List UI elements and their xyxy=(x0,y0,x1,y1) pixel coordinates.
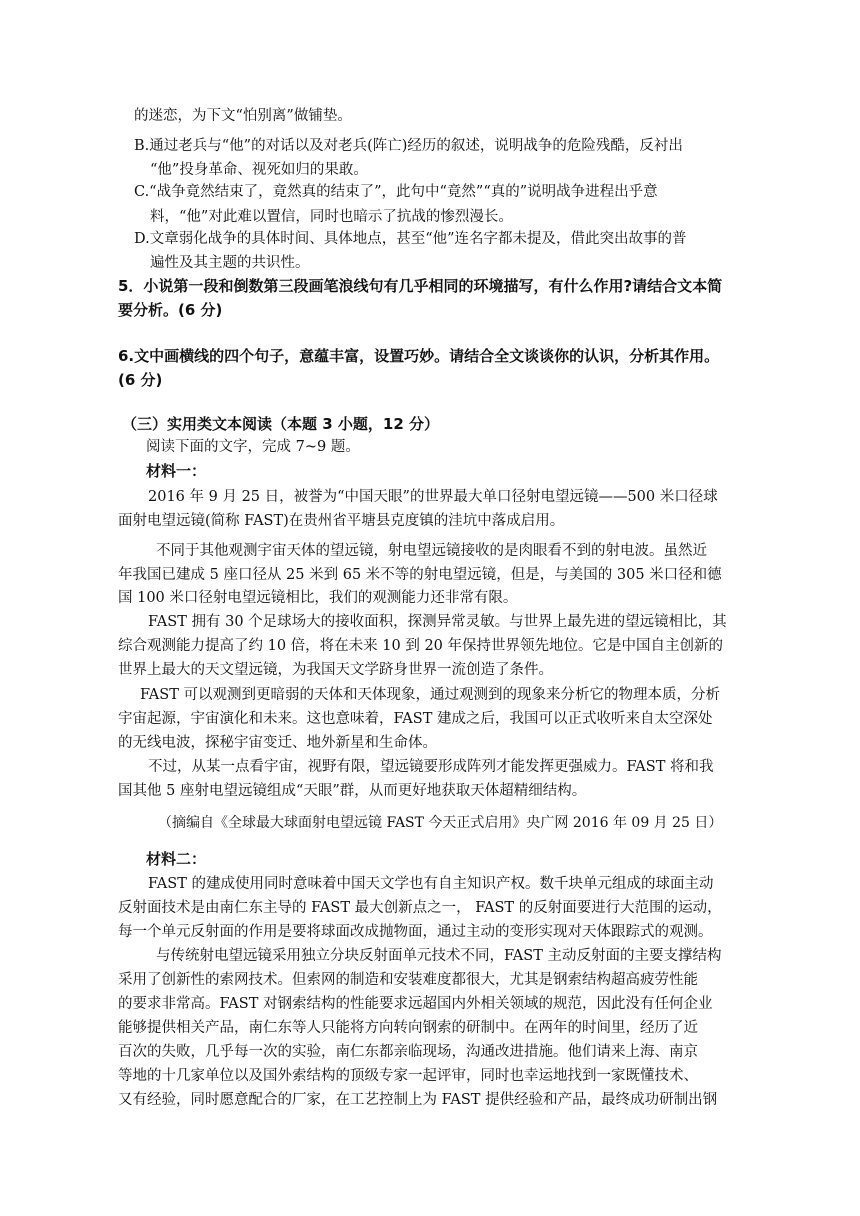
question-6-line-1: 6.文中画横线的四个句子，意蕴丰富，设置巧妙。请结合全文谈谈你的认识，分析其作用。 xyxy=(118,347,720,365)
option-a-continuation: 的迷恋，为下文“怕别离”做铺垫。 xyxy=(134,108,352,124)
material-1-line-10: 宇宙起源，宇宙演化和未来。这也意味着，FAST 建成之后，我国可以正式收听来自太空深处 xyxy=(118,711,713,727)
material-1-line-13: 国其他 5 座射电望远镜组成“天眼”群，从而更好地获取天体超精细结构。 xyxy=(118,783,587,799)
option-c-line-2: 料，“他”对此难以置信，同时也暗示了抗战的惨烈漫长。 xyxy=(150,209,513,225)
material-1-line-1: 2016 年 9 月 25 日，被誉为“中国天眼”的世界最大单口径射电望远镜——500 米口径球 xyxy=(148,489,718,505)
material-2-line-7: 能够提供相关产品，南仁东等人只能将方向转向钢索的研制中。在两年的时间里，经历了近 xyxy=(118,1020,698,1036)
material-2-line-3: 每一个单元反射面的作用是要将球面改成抛物面，通过主动的变形实现对天体跟踪式的观测。 xyxy=(118,924,713,940)
question-6-line-2: (6 分) xyxy=(118,371,163,389)
material-2-line-5: 采用了创新性的索网技术。但索网的制造和安装难度都很大，尤其是钢索结构超高疲劳性能 xyxy=(118,972,698,988)
material-1-line-4: 年我国已建成 5 座口径从 25 米到 65 米不等的射电望远镜，但是，与美国的 305 米口径和德 xyxy=(118,567,722,583)
material-1-line-12: 不过，从某一点看宇宙，视野有限，望远镜要形成阵列才能发挥更强威力。FAST 将和我 xyxy=(148,759,714,775)
option-c-line-1: C.“战争竟然结束了，竟然真的结束了”，此句中“竟然”“真的”说明战争进程出乎意 xyxy=(134,184,658,200)
material-1-line-6: FAST 拥有 30 个足球场大的接收面积，探测异常灵敏。与世界上最先进的望远镜相比，其 xyxy=(148,614,727,630)
material-2-line-10: 又有经验，同时愿意配合的厂家，在工艺控制上为 FAST 提供经验和产品，最终成功研制出钢 xyxy=(118,1092,718,1108)
material-1-label: 材料一： xyxy=(146,462,207,480)
material-1-source: （摘编自《全球最大球面射电望远镜 FAST 今天正式启用》央广网 2016 年 09 月 25 日） xyxy=(158,815,723,831)
material-2-line-1: FAST 的建成使用同时意味着中国天文学也有自主知识产权。数千块单元组成的球面主动 xyxy=(148,876,714,892)
material-2-line-8: 百次的失败，几乎每一次的实验，南仁东都亲临现场，沟通改进措施。他们请来上海、南京 xyxy=(118,1044,698,1060)
material-2-line-6: 的要求非常高。FAST 对钢索结构的性能要求远超国内外相关领域的规范，因此没有任何企业 xyxy=(118,996,713,1012)
question-5-line-2: 要分析。(6 分) xyxy=(118,301,223,319)
material-2-line-2: 反射面技术是由南仁东主导的 FAST 最大创新点之一， FAST 的反射面要进行大范围的运动， xyxy=(118,900,722,916)
material-1-line-11: 的无线电波，探秘宇宙变迁、地外新星和生命体。 xyxy=(118,735,437,751)
option-b-line-1: B.通过老兵与“他”的对话以及对老兵(阵亡)经历的叙述，说明战争的危险残酷，反衬出 xyxy=(134,138,683,154)
material-2-line-4: 与传统射电望远镜采用独立分块反射面单元技术不同，FAST 主动反射面的主要支撑结构 xyxy=(156,948,722,964)
material-1-line-3: 不同于其他观测宇宙天体的望远镜，射电望远镜接收的是肉眼看不到的射电波。虽然近 xyxy=(156,543,707,559)
material-1-line-5: 国 100 米口径射电望远镜相比，我们的观测能力还非常有限。 xyxy=(118,590,518,606)
material-1-line-9: FAST 可以观测到更暗弱的天体和天体现象，通过观测到的现象来分析它的物理本质，分析 xyxy=(140,687,720,703)
material-2-label: 材料二： xyxy=(146,850,207,868)
material-1-line-2: 面射电望远镜(简称 FAST)在贵州省平塘县克度镇的洼坑中落成启用。 xyxy=(118,513,565,529)
material-2-line-9: 等地的十几家单位以及国外索结构的顶级专家一起评审，同时也幸运地找到一家既懂技术、 xyxy=(118,1068,698,1084)
option-d-line-2: 遍性及其主题的共识性。 xyxy=(150,255,310,271)
material-1-line-8: 世界上最大的天文望远镜，为我国天文学跻身世界一流创造了条件。 xyxy=(118,662,553,678)
question-5-line-1: 5．小说第一段和倒数第三段画笔浪线句有几乎相同的环境描写，有什么作用?请结合文本简 xyxy=(118,277,723,295)
option-d-line-1: D.文章弱化战争的具体时间、具体地点，甚至“他”连名字都未提及，借此突出故事的普 xyxy=(134,231,687,247)
section-3-heading: （三）实用类文本阅读（本题 3 小题，12 分） xyxy=(122,415,439,433)
material-1-line-7: 综合观测能力提高了约 10 倍，将在未来 10 到 20 年保持世界领先地位。它是中国自主创新的 xyxy=(118,638,724,654)
section-3-instruction: 阅读下面的文字，完成 7~9 题。 xyxy=(146,439,360,455)
option-b-line-2: “他”投身革命、视死如归的果敢。 xyxy=(150,162,368,178)
